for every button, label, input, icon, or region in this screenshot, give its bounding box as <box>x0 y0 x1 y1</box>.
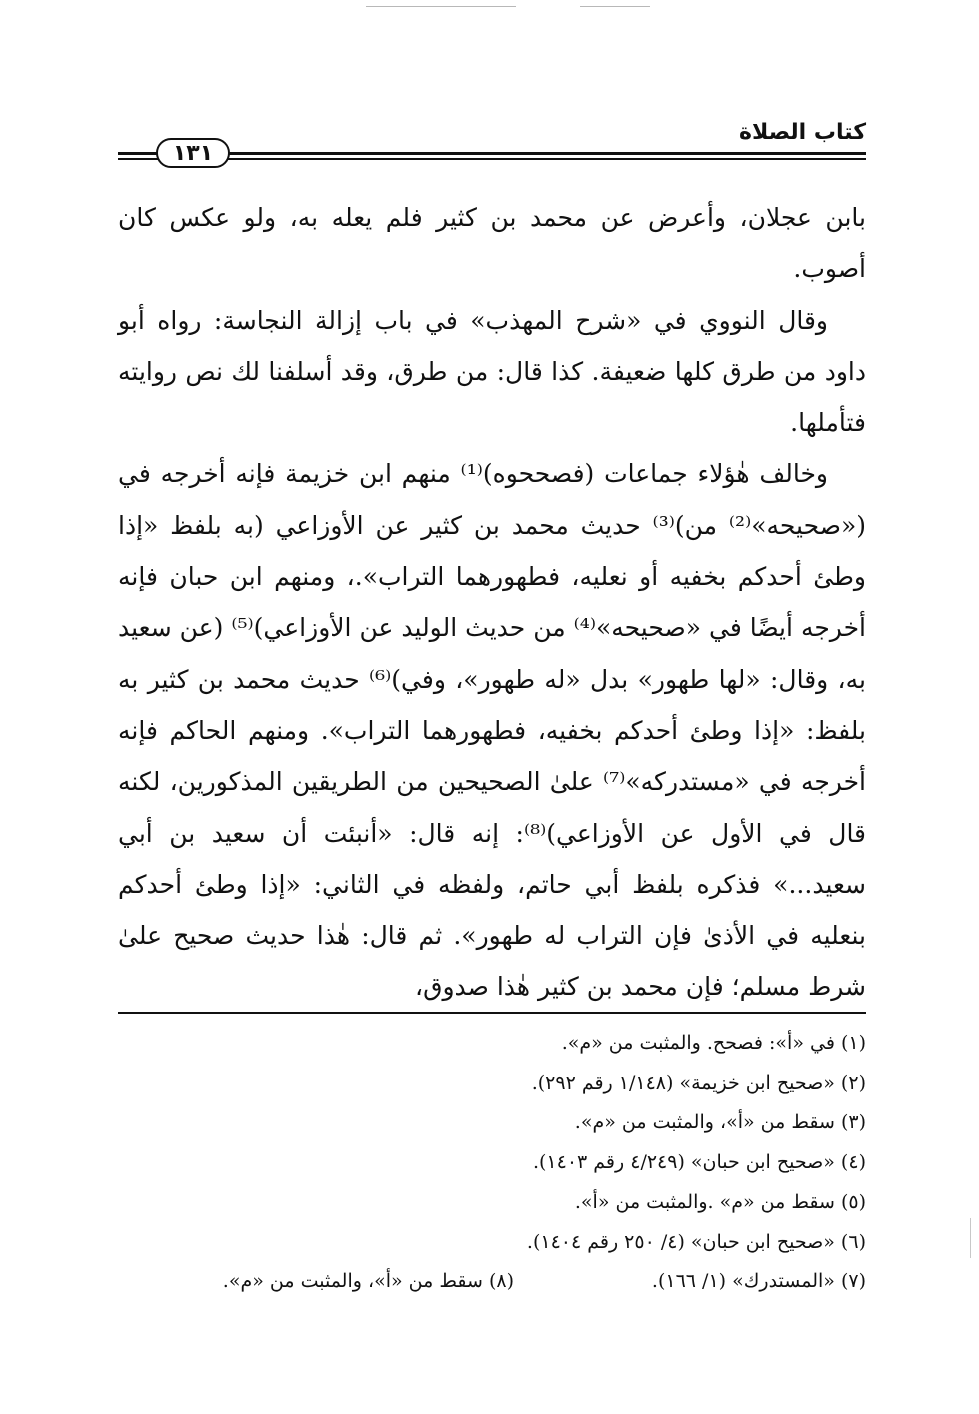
running-title: كتاب الصلاة <box>739 120 866 145</box>
footnote-3: (٣) سقط من «أ»، والمثبت من «م». <box>574 1111 866 1134</box>
page-header <box>118 118 866 170</box>
footnote-row-7-8 <box>118 1262 866 1302</box>
footnote-5: (٥) سقط من «م» .والمثبت من «أ». <box>574 1190 866 1213</box>
footnote-8: (٨) سقط من «أ»، والمثبت من «م». <box>222 1270 514 1293</box>
header-rule-thick <box>118 152 866 155</box>
scan-artifact-line <box>366 6 516 7</box>
paragraph-3: وخالف هٰؤلاء جماعات (فصححوه)⁽¹⁾ منهم ابن خزيمة فإنه أخرجه في («صحيحه»⁽²⁾ من)⁽³⁾ حديث محمد بن كثير عن الأوزاعي (به بلفظ «إذا وطئ أحدكم بخفيه أو نعليه، فطهورهما التراب».، ومنهم ابن حبان فإنه أخرجه أيضًا في «صحيحه»⁽⁴⁾ من حديث الوليد عن الأوزاعي)⁽⁵⁾ (عن سعيد به، وقال: «لها طهور» بدل «له طهور»، وفي)⁽⁶⁾ حديث محمد بن كثير به بلفظ: «إذا وطئ أحدكم بخفيه، فطهورهما التراب». ومنهم الحاكم فإنه أخرجه في «مستدركه»⁽⁷⁾ علىٰ الصحيحين من الطريقين المذكورين، لكنه قال في الأول عن الأوزاعي)⁽⁸⁾: إنه قال: «أنبئت أن سعيد بن أبي سعيد...» فذكره بلفظ أبي حاتم، ولفظه في الثاني: «إذا وطئ أحدكم بنعليه في الأذىٰ فإن التراب له طهور». ثم قال: هٰذا حديث صحيح علىٰ شرط مسلم؛ فإن محمد بن كثير هٰذا صدوق، <box>118 459 867 1002</box>
paragraph-2: وقال النووي في «شرح المهذب» في باب إزالة النجاسة: رواه أبو داود من طرق كلها ضعيفة. كذا قال: من طرق، وقد أسلفنا لك نص روايته فتأملها. <box>118 305 866 438</box>
footnote-4: (٤) «صحيح ابن حبان» (٤/٢٤٩ رقم ١٤٠٣). <box>532 1151 866 1174</box>
footnote-2: (٢) «صحيح ابن خزيمة» (١/١٤٨ رقم ٢٩٢). <box>531 1071 866 1094</box>
footnote-6: (٦) «صحيح ابن حبان» (٤/ ٢٥٠ رقم ١٤٠٤). <box>526 1230 866 1253</box>
footnote-separator <box>118 1012 866 1014</box>
header-rule-thin <box>118 158 866 160</box>
scan-artifact-line <box>580 6 650 7</box>
page-number: ١٣١ <box>156 138 230 168</box>
main-text <box>118 192 866 1013</box>
paragraph-1: بابن عجلان، وأعرض عن محمد بن كثير فلم يعله به، ولو عكس كان أصوب. <box>118 203 866 284</box>
footnote-1: (١) في «أ»: فصحح. والمثبت من «م». <box>561 1032 866 1054</box>
footnotes <box>118 1024 866 1302</box>
footnote-7: (٧) «المستدرك» (١/ ١٦٦). <box>651 1270 866 1293</box>
scan-edge-mark <box>970 1218 971 1258</box>
